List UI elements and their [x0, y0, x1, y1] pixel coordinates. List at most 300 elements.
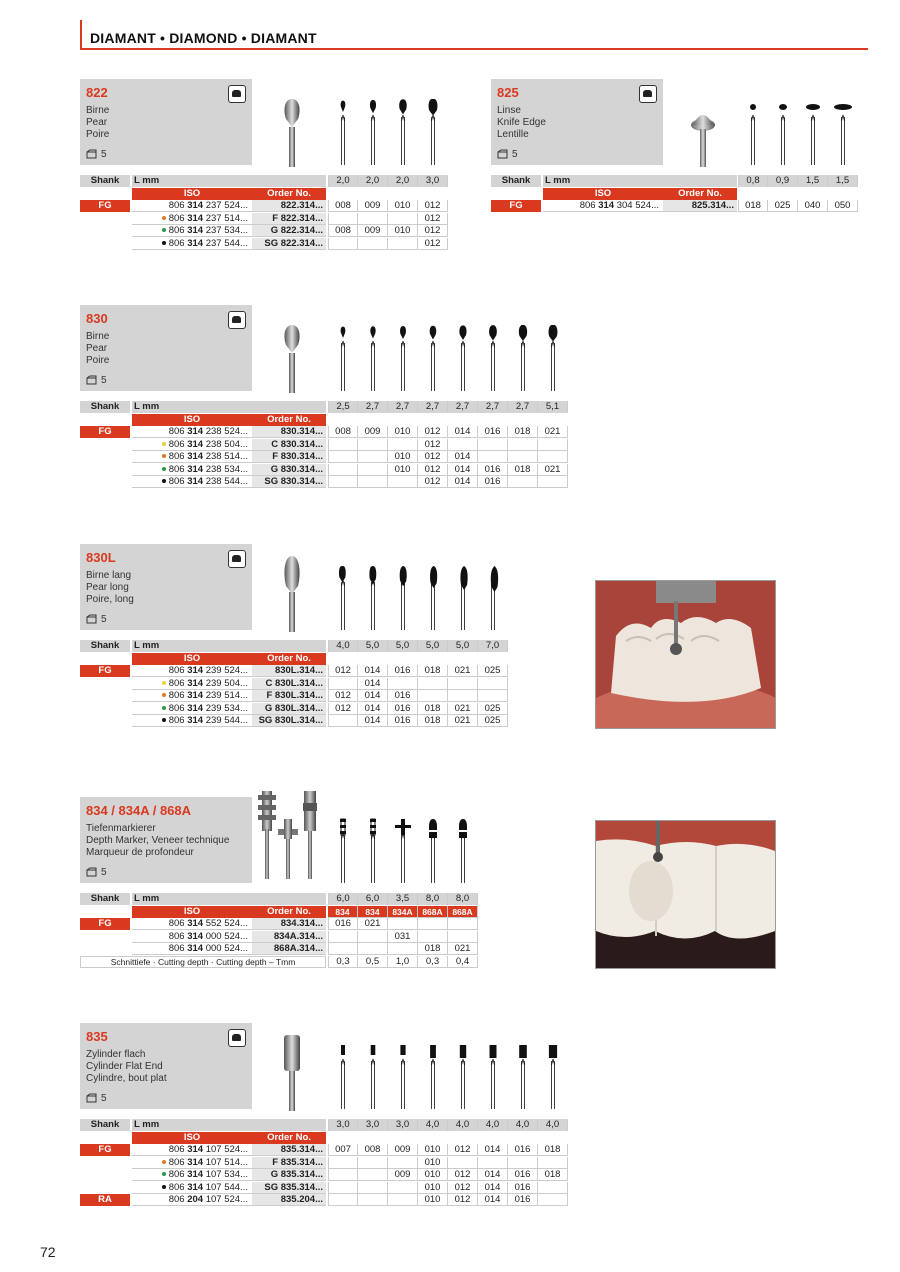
shank-header: Shank [80, 401, 130, 413]
iso-prefix: 806 [168, 1194, 188, 1205]
size-cell: 010 [388, 451, 418, 463]
grit-dot-icon [162, 681, 166, 685]
bur-drawing [333, 99, 353, 170]
iso-suffix: 000 524... [203, 930, 248, 942]
bur-drawing [333, 325, 353, 396]
bur-drawing [363, 99, 383, 170]
size-cell: 021 [448, 665, 478, 677]
package-icon [86, 149, 97, 159]
grit-dot-icon [162, 479, 166, 483]
iso-number [132, 715, 252, 727]
lmm-header: L mm [132, 640, 326, 652]
size-cell [328, 931, 358, 943]
size-cell: 010 [388, 200, 418, 212]
order-number: SG 830L.314... [252, 715, 326, 727]
pack-count: 5 [101, 149, 107, 160]
iso-prefix: 806 [168, 237, 188, 249]
iso-number [132, 464, 252, 476]
length-cell: 4,0 [448, 1119, 478, 1131]
iso-number [132, 225, 252, 237]
size-cell [508, 439, 538, 451]
shank-type-label: FG [80, 200, 130, 212]
iso-prefix: 806 [168, 438, 188, 450]
iso-number [132, 426, 252, 438]
size-cell: 025 [478, 715, 508, 727]
package-icon [86, 614, 97, 624]
iso-shank-code: 314 [187, 463, 204, 475]
iso-number [132, 213, 252, 225]
description-line: Poire, long [86, 594, 134, 605]
order-number: F 822.314... [252, 213, 326, 225]
size-cell: 012 [418, 464, 448, 476]
size-cell: 021 [448, 703, 478, 715]
size-cell: 031 [388, 931, 418, 943]
grit-dot-icon [162, 718, 166, 722]
pack-quantity [86, 375, 107, 386]
iso-prefix: 806 [168, 715, 188, 726]
order-number: 825.314... [663, 200, 737, 212]
description-line: Poire [86, 129, 110, 140]
iso-prefix: 806 [168, 918, 188, 929]
package-icon [86, 867, 97, 877]
size-cell [508, 451, 538, 463]
size-cell: 016 [508, 1182, 538, 1194]
iso-number [132, 943, 252, 955]
size-cell: 010 [388, 426, 418, 438]
size-cell: 014 [478, 1169, 508, 1181]
iso-shank-code: 314 [187, 918, 204, 929]
iso-number [132, 1194, 252, 1206]
bur-drawing [773, 99, 793, 170]
iso-number [132, 918, 252, 930]
order-number: 830.314... [252, 426, 326, 438]
length-cell: 2,0 [358, 175, 388, 187]
size-cell: 025 [478, 665, 508, 677]
iso-number [132, 1157, 252, 1169]
size-cell: 021 [538, 426, 568, 438]
iso-number [132, 1182, 252, 1194]
order-header: Order No. [252, 1132, 326, 1144]
iso-suffix: 238 534... [203, 463, 248, 475]
size-cell [388, 943, 418, 955]
size-cell: 021 [538, 464, 568, 476]
iso-number [132, 200, 252, 212]
size-cell [328, 476, 358, 488]
grit-dot-icon [162, 706, 166, 710]
size-cell [538, 476, 568, 488]
size-cell: 040 [798, 200, 828, 212]
product-info-box [80, 1023, 252, 1109]
length-cell: 2,0 [388, 175, 418, 187]
size-cell: 021 [358, 918, 388, 930]
size-cell: 014 [478, 1194, 508, 1206]
grit-dot-icon [162, 454, 166, 458]
size-cell: 021 [448, 943, 478, 955]
size-cell [328, 1194, 358, 1206]
bur-drawing [513, 1043, 533, 1114]
iso-suffix: 107 544... [203, 1181, 248, 1193]
size-cell [448, 1157, 478, 1169]
iso-shank-code: 314 [187, 212, 204, 224]
size-cell: 016 [388, 665, 418, 677]
iso-suffix: 237 544... [203, 237, 248, 249]
order-number: F 835.314... [252, 1157, 326, 1169]
bur-drawing [513, 325, 533, 396]
ra-shank-icon [639, 85, 657, 103]
iso-suffix: 239 514... [203, 690, 248, 701]
iso-prefix: 806 [168, 690, 188, 701]
iso-suffix: 238 514... [203, 451, 248, 462]
size-cell: 014 [358, 678, 388, 690]
iso-suffix: 237 524... [203, 200, 248, 211]
bur-drawing [363, 1043, 383, 1114]
iso-prefix: 806 [168, 200, 188, 211]
order-number: G 835.314... [252, 1169, 326, 1181]
size-cell: 018 [418, 943, 448, 955]
bur-drawing [423, 817, 443, 888]
iso-prefix: 806 [168, 1181, 188, 1193]
size-cell: 012 [418, 451, 448, 463]
bur-drawing [333, 564, 353, 635]
lmm-header: L mm [132, 893, 326, 905]
fg-shank-icon [228, 550, 246, 568]
size-cell: 016 [388, 690, 418, 702]
description-line: Lentille [497, 129, 529, 140]
iso-number [543, 200, 663, 212]
iso-shank-code: 314 [187, 715, 204, 726]
size-cell: 018 [538, 1169, 568, 1181]
iso-number [132, 678, 252, 690]
iso-shank-code: 314 [187, 1181, 204, 1193]
iso-suffix: 239 524... [203, 665, 248, 676]
bur-photo [272, 552, 312, 637]
pack-quantity [86, 1093, 107, 1104]
size-cell: 010 [388, 464, 418, 476]
size-cell: 012 [418, 200, 448, 212]
size-cell [538, 1157, 568, 1169]
order-number: SG 835.314... [252, 1182, 326, 1194]
bur-drawing [453, 564, 473, 635]
grit-dot-icon [162, 467, 166, 471]
shank-type-label: FG [80, 1144, 130, 1156]
iso-header: ISO [132, 906, 252, 918]
size-cell [358, 943, 388, 955]
size-cell [358, 439, 388, 451]
grit-dot-icon [162, 693, 166, 697]
iso-suffix: 107 514... [203, 1156, 248, 1168]
iso-prefix: 806 [168, 1156, 188, 1168]
description-line: Poire [86, 355, 110, 366]
pack-count: 5 [101, 375, 107, 386]
size-cell [418, 918, 448, 930]
shank-type-label: FG [491, 200, 541, 212]
bur-drawing [833, 99, 853, 170]
length-cell: 3,0 [388, 1119, 418, 1131]
size-cell: 016 [508, 1144, 538, 1156]
fg-shank-icon [228, 1029, 246, 1047]
size-cell [328, 678, 358, 690]
size-cell: 012 [418, 426, 448, 438]
size-cell: 008 [358, 1144, 388, 1156]
bur-photo [683, 87, 723, 172]
size-cell [448, 918, 478, 930]
size-cell [388, 1194, 418, 1206]
bur-drawing [393, 817, 413, 888]
size-cell [358, 213, 388, 225]
iso-prefix: 806 [168, 677, 188, 689]
size-cell [388, 213, 418, 225]
iso-number [132, 703, 252, 715]
description-line: Knife Edge [497, 117, 546, 128]
bur-drawing [423, 1043, 443, 1114]
description-line: Birne lang [86, 570, 132, 581]
iso-suffix: 239 544... [203, 715, 248, 726]
size-cell: 016 [388, 703, 418, 715]
length-cell: 3,0 [418, 175, 448, 187]
iso-shank-code: 314 [187, 438, 204, 450]
size-cell: 012 [448, 1194, 478, 1206]
length-cell: 0,9 [768, 175, 798, 187]
bur-drawing [423, 99, 443, 170]
package-icon [86, 1093, 97, 1103]
iso-suffix: 237 534... [203, 225, 248, 236]
bur-drawing [393, 1043, 413, 1114]
grit-dot-icon [162, 442, 166, 446]
size-cell: 050 [828, 200, 858, 212]
bur-drawing [363, 817, 383, 888]
grit-dot-icon [162, 228, 166, 232]
size-cell: 016 [388, 715, 418, 727]
iso-suffix: 107 534... [203, 1169, 248, 1180]
size-cell [448, 931, 478, 943]
iso-header: ISO [543, 188, 663, 200]
pack-quantity [86, 614, 107, 625]
size-cell: 014 [478, 1182, 508, 1194]
description-line: Birne [86, 331, 110, 342]
size-cell: 016 [508, 1194, 538, 1206]
order-number: 835.314... [252, 1144, 326, 1156]
length-cell: 3,0 [328, 1119, 358, 1131]
order-number: G 830L.314... [252, 703, 326, 715]
size-cell [448, 439, 478, 451]
cutting-depth-cell: 0,5 [358, 956, 388, 968]
cutting-depth-label: Schnittiefe · Cutting depth · Cutting depth – Tmm [80, 956, 326, 968]
page-number: 72 [40, 1244, 56, 1260]
size-cell [418, 931, 448, 943]
product-info-box [80, 79, 252, 165]
product-description [86, 1049, 236, 1085]
grit-dot-icon [162, 241, 166, 245]
product-description [497, 105, 647, 141]
bur-drawing [543, 325, 563, 396]
size-cell: 010 [418, 1169, 448, 1181]
iso-number [132, 238, 252, 250]
product-code: 830L [86, 550, 116, 565]
length-cell: 4,0 [328, 640, 358, 652]
iso-header: ISO [132, 1132, 252, 1144]
size-cell [538, 1194, 568, 1206]
pack-quantity [86, 867, 107, 878]
size-cell [448, 678, 478, 690]
size-cell: 012 [328, 665, 358, 677]
length-cell: 6,0 [358, 893, 388, 905]
length-cell: 4,0 [418, 1119, 448, 1131]
size-cell [358, 1169, 388, 1181]
iso-shank-code: 314 [187, 476, 204, 487]
size-cell: 009 [358, 426, 388, 438]
cutting-depth-cell: 0,3 [328, 956, 358, 968]
page-header-title: DIAMANT • DIAMOND • DIAMANT [90, 30, 317, 46]
cutting-depth-cell: 0,4 [448, 956, 478, 968]
size-cell: 010 [388, 225, 418, 237]
length-cell: 2,5 [328, 401, 358, 413]
size-cell [388, 1157, 418, 1169]
order-header: Order No. [252, 906, 326, 918]
iso-prefix: 806 [168, 1169, 188, 1180]
length-cell: 5,0 [388, 640, 418, 652]
bur-photo [272, 1031, 312, 1116]
product-code: 822 [86, 85, 108, 100]
length-cell: 5,0 [448, 640, 478, 652]
length-cell: 5,0 [418, 640, 448, 652]
size-cell: 018 [418, 703, 448, 715]
iso-header: ISO [132, 188, 252, 200]
size-cell: 014 [448, 476, 478, 488]
product-info-box [80, 544, 252, 630]
length-cell: 6,0 [328, 893, 358, 905]
iso-prefix: 806 [168, 426, 188, 437]
size-cell: 021 [448, 715, 478, 727]
size-cell [538, 451, 568, 463]
grit-dot-icon [162, 1185, 166, 1189]
variant-subheader: 834 [358, 906, 388, 918]
iso-shank-code: 314 [187, 426, 204, 437]
size-cell: 008 [328, 225, 358, 237]
size-cell: 018 [508, 426, 538, 438]
size-cell [418, 678, 448, 690]
size-cell [358, 1182, 388, 1194]
iso-prefix: 806 [168, 702, 188, 714]
size-cell: 016 [478, 464, 508, 476]
shank-type-label: RA [80, 1194, 130, 1206]
size-cell: 014 [448, 464, 478, 476]
lmm-header: L mm [132, 175, 326, 187]
size-cell: 014 [358, 690, 388, 702]
order-number: C 830L.314... [252, 678, 326, 690]
pack-quantity [86, 149, 107, 160]
iso-shank-code: 314 [187, 225, 204, 236]
shank-type-label: FG [80, 918, 130, 930]
description-line: Depth Marker, Veneer technique [86, 835, 230, 846]
size-cell: 012 [418, 439, 448, 451]
product-info-box [80, 305, 252, 391]
length-cell: 1,5 [798, 175, 828, 187]
size-cell: 014 [448, 426, 478, 438]
size-cell: 012 [328, 703, 358, 715]
product-info-box [491, 79, 663, 165]
shank-header: Shank [491, 175, 541, 187]
iso-number [132, 1144, 252, 1156]
size-cell: 012 [418, 213, 448, 225]
shank-header: Shank [80, 893, 130, 905]
iso-shank-code: 314 [187, 930, 204, 942]
iso-suffix: 107 524... [203, 1194, 248, 1205]
shank-header: Shank [80, 640, 130, 652]
size-cell: 014 [448, 451, 478, 463]
order-number: F 830.314... [252, 451, 326, 463]
bur-drawing [333, 1043, 353, 1114]
size-cell [358, 464, 388, 476]
size-cell [538, 439, 568, 451]
bur-drawing [483, 1043, 503, 1114]
fg-shank-icon [228, 311, 246, 329]
pack-quantity [497, 149, 518, 160]
size-cell [328, 464, 358, 476]
size-cell: 010 [418, 1194, 448, 1206]
product-description [86, 105, 236, 141]
bur-drawing [393, 99, 413, 170]
iso-shank-code: 314 [598, 200, 615, 211]
description-line: Pear [86, 117, 108, 128]
variant-subheader: 868A [418, 906, 448, 918]
length-cell: 2,7 [358, 401, 388, 413]
length-cell: 5,0 [358, 640, 388, 652]
shank-header: Shank [80, 175, 130, 187]
description-line: Birne [86, 105, 110, 116]
iso-shank-code: 314 [187, 451, 204, 462]
iso-suffix: 238 544... [203, 476, 248, 487]
size-cell: 014 [358, 715, 388, 727]
product-description [86, 570, 236, 606]
length-cell: 1,5 [828, 175, 858, 187]
size-cell [358, 451, 388, 463]
order-number: 834.314... [252, 918, 326, 930]
iso-suffix: 239 534... [203, 702, 248, 714]
size-cell: 012 [418, 476, 448, 488]
size-cell: 014 [358, 703, 388, 715]
product-code: 834 / 834A / 868A [86, 803, 192, 818]
size-cell [328, 1157, 358, 1169]
size-cell: 008 [328, 426, 358, 438]
size-cell [538, 1182, 568, 1194]
order-number: 868A.314... [252, 943, 326, 955]
bur-drawing [743, 99, 763, 170]
iso-prefix: 806 [168, 463, 188, 475]
iso-prefix: 806 [168, 665, 188, 676]
bur-drawing [483, 564, 503, 635]
pack-count: 5 [101, 1093, 107, 1104]
size-cell: 025 [768, 200, 798, 212]
cutting-depth-cell: 0,3 [418, 956, 448, 968]
variant-subheader: 834 [328, 906, 358, 918]
order-header: Order No. [252, 653, 326, 665]
size-cell [388, 1182, 418, 1194]
pack-count: 5 [512, 149, 518, 160]
order-number: 822.314... [252, 200, 326, 212]
iso-shank-code: 314 [187, 200, 204, 211]
length-cell: 4,0 [508, 1119, 538, 1131]
size-cell [358, 476, 388, 488]
iso-prefix: 806 [168, 225, 188, 236]
description-line: Marqueur de profondeur [86, 847, 194, 858]
bur-drawing [453, 817, 473, 888]
iso-shank-code: 314 [187, 702, 204, 714]
size-cell [328, 1182, 358, 1194]
shank-type-label: FG [80, 665, 130, 677]
product-info-box [80, 797, 252, 883]
bur-drawing [453, 325, 473, 396]
bur-drawing [363, 325, 383, 396]
